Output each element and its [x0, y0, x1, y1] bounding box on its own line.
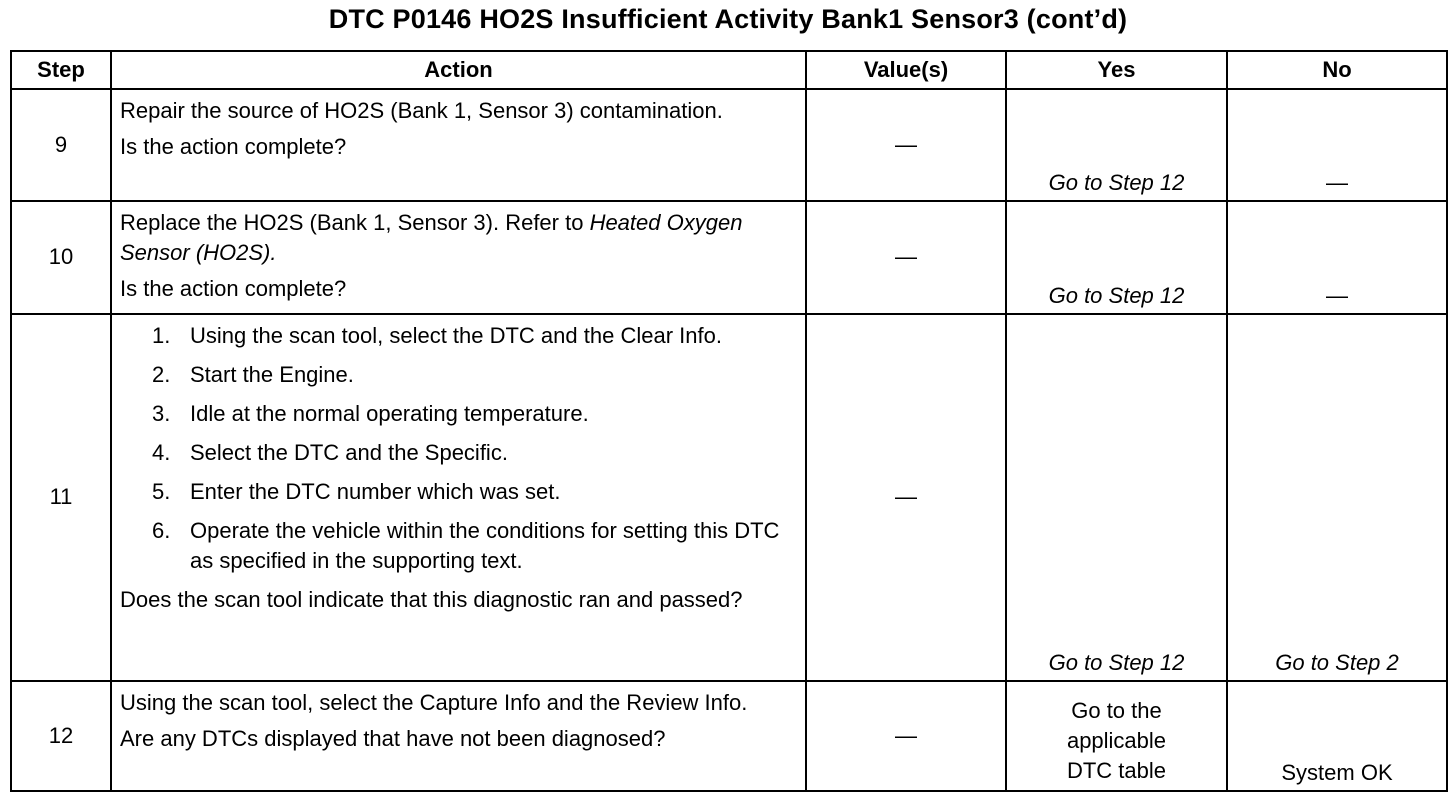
action-question: Does the scan tool indicate that this diagnostic ran and passed? — [120, 586, 743, 612]
action-text: Repair the source of HO2S (Bank 1, Sensor 3) contamination. — [120, 98, 723, 123]
table-row — [11, 89, 1447, 201]
header-no: No — [1227, 51, 1447, 89]
page-title: DTC P0146 HO2S Insufficient Activity Bank1 Sensor3 (cont’d) — [328, 4, 1128, 34]
value-cell: — — [806, 681, 1006, 791]
action-text-main: Replace the HO2S (Bank 1, Sensor 3). Refer to — [120, 210, 590, 236]
table-row — [11, 201, 1447, 313]
action-question: Is the action complete? — [120, 276, 347, 302]
diagnostic-table — [10, 50, 1448, 792]
list-item: 5. Enter the DTC number which was set. — [152, 478, 561, 504]
no-cell: Go to Step 2 — [1227, 314, 1447, 681]
step-number: 11 — [11, 314, 111, 681]
no-cell: System OK — [1227, 681, 1447, 791]
table-row — [11, 681, 1447, 791]
header-step: Step — [11, 51, 111, 89]
list-item: 1. Using the scan tool, select the DTC and the Clear Info. — [152, 322, 722, 348]
table-row — [11, 314, 1447, 681]
action-cell — [111, 681, 806, 791]
table-header-row — [11, 51, 1447, 89]
step-number: 10 — [11, 201, 111, 313]
action-question: Are any DTCs displayed that have not been diagnosed? — [120, 725, 666, 751]
action-cell — [111, 314, 806, 681]
list-item: 2. Start the Engine. — [152, 361, 354, 387]
step-number: 9 — [11, 89, 111, 201]
action-cell — [111, 201, 806, 313]
value-cell: — — [806, 201, 1006, 313]
action-text — [120, 208, 797, 268]
list-item: 6. Operate the vehicle within the conditions for setting this DTC as specified in the supporting text. — [152, 517, 780, 573]
value-cell: — — [806, 89, 1006, 201]
procedure-list — [120, 321, 797, 576]
action-cell — [111, 89, 806, 201]
yes-cell-text: Go to the applicable DTC table — [1066, 698, 1167, 783]
header-yes: Yes — [1006, 51, 1227, 89]
list-item: 4. Select the DTC and the Specific. — [152, 439, 508, 465]
yes-cell: Go to Step 12 — [1006, 201, 1227, 313]
list-item: 3. Idle at the normal operating temperature. — [152, 400, 589, 426]
action-question: Is the action complete? — [120, 134, 347, 159]
header-action: Action — [111, 51, 806, 89]
header-values: Value(s) — [806, 51, 1006, 89]
no-cell: — — [1227, 201, 1447, 313]
yes-cell — [1006, 681, 1227, 791]
yes-cell: Go to Step 12 — [1006, 314, 1227, 681]
step-number: 12 — [11, 681, 111, 791]
value-cell: — — [806, 314, 1006, 681]
action-text: Using the scan tool, select the Capture Info and the Review Info. — [120, 689, 748, 715]
action-reference: Heated Oxygen Sensor (HO2S). — [120, 210, 743, 266]
no-cell: — — [1227, 89, 1447, 201]
yes-cell: Go to Step 12 — [1006, 89, 1227, 201]
